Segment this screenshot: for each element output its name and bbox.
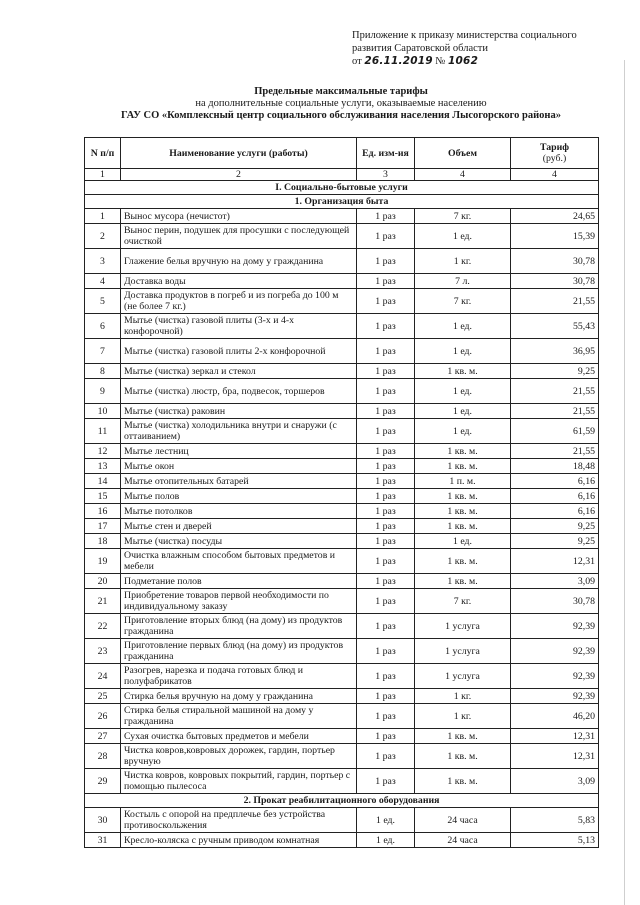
row-number-cell: 6 [85, 314, 121, 339]
volume-cell: 1 кв. м. [415, 574, 511, 589]
volume-cell: 1 кв. м. [415, 489, 511, 504]
service-name-cell: Мытье отопительных батарей [121, 474, 357, 489]
volume-cell: 1 кв. м. [415, 744, 511, 769]
section-title: I. Социально-бытовые услуги [85, 181, 599, 195]
table-row [85, 833, 599, 848]
volume-cell: 1 ед. [415, 314, 511, 339]
unit-cell: 1 раз [357, 704, 415, 729]
service-name-cell: Глажение белья вручную на дому у гражданина [121, 249, 357, 274]
tariff-cell: 21,55 [511, 379, 599, 404]
service-name-cell: Мытье (чистка) холодильника внутри и снаружи (с оттаиванием) [121, 419, 357, 444]
volume-cell: 1 ед. [415, 339, 511, 364]
tariff-cell: 9,25 [511, 534, 599, 549]
unit-cell: 1 раз [357, 224, 415, 249]
table-row [85, 664, 599, 689]
unit-cell: 1 раз [357, 689, 415, 704]
volume-cell: 1 кв. м. [415, 459, 511, 474]
table-row [85, 534, 599, 549]
appendix-line-2: развития Саратовской области [352, 43, 489, 54]
header-name: Наименование услуги (работы) [121, 138, 357, 169]
title-line-2: на дополнительные социальные услуги, оказываемые населению [195, 98, 487, 109]
unit-cell: 1 раз [357, 419, 415, 444]
table-row [85, 504, 599, 519]
service-name-cell: Чистка ковров,ковровых дорожек, гардин, портьер вручную [121, 744, 357, 769]
table-header-row [85, 138, 599, 169]
table-row [85, 289, 599, 314]
table-row [85, 444, 599, 459]
row-number-cell: 2 [85, 224, 121, 249]
table-row [85, 589, 599, 614]
unit-cell: 1 раз [357, 589, 415, 614]
title-line-3: ГАУ СО «Комплексный центр социального обслуживания населения Лысогорского района» [121, 110, 561, 121]
table-row [85, 744, 599, 769]
unit-cell: 1 раз [357, 404, 415, 419]
handwritten-number: 1062 [448, 55, 479, 67]
row-number-cell: 23 [85, 639, 121, 664]
table-row [85, 689, 599, 704]
appendix-note [352, 29, 612, 68]
volume-cell: 24 часа [415, 808, 511, 833]
tariff-cell: 12,31 [511, 549, 599, 574]
table-row [85, 808, 599, 833]
row-number-cell: 30 [85, 808, 121, 833]
row-number-cell: 8 [85, 364, 121, 379]
row-number-cell: 1 [85, 209, 121, 224]
table-body [85, 169, 599, 848]
unit-cell: 1 раз [357, 489, 415, 504]
tariff-cell: 3,09 [511, 574, 599, 589]
row-number-cell: 22 [85, 614, 121, 639]
unit-cell: 1 ед. [357, 833, 415, 848]
table-row [85, 574, 599, 589]
unit-cell: 1 раз [357, 519, 415, 534]
row-number-cell: 12 [85, 444, 121, 459]
row-number-cell: 20 [85, 574, 121, 589]
unit-cell: 1 раз [357, 339, 415, 364]
scan-edge-line [624, 60, 625, 905]
service-name-cell: Сухая очистка бытовых предметов и мебели [121, 729, 357, 744]
service-name-cell: Мытье (чистка) газовой плиты 2-х конфорочной [121, 339, 357, 364]
unit-cell: 1 раз [357, 364, 415, 379]
row-number-cell: 17 [85, 519, 121, 534]
service-name-cell: Мытье (чистка) раковин [121, 404, 357, 419]
unit-cell: 1 раз [357, 504, 415, 519]
volume-cell: 7 кг. [415, 589, 511, 614]
unit-cell: 1 раз [357, 459, 415, 474]
row-number-cell: 4 [85, 274, 121, 289]
index-cell: 4 [415, 169, 511, 181]
tariff-cell: 15,39 [511, 224, 599, 249]
row-number-cell: 24 [85, 664, 121, 689]
tariff-cell: 18,48 [511, 459, 599, 474]
table-row [85, 729, 599, 744]
unit-cell: 1 раз [357, 474, 415, 489]
service-name-cell: Мытье (чистка) газовой плиты (3-х и 4-х конфорочной) [121, 314, 357, 339]
row-number-cell: 7 [85, 339, 121, 364]
table-row [85, 489, 599, 504]
volume-cell: 24 часа [415, 833, 511, 848]
volume-cell: 1 кв. м. [415, 769, 511, 794]
volume-cell: 7 кг. [415, 289, 511, 314]
service-name-cell: Мытье потолков [121, 504, 357, 519]
header-unit: Ед. изм-ия [357, 138, 415, 169]
table-row [85, 314, 599, 339]
service-name-cell: Приготовление первых блюд (на дому) из продуктов гражданина [121, 639, 357, 664]
unit-cell: 1 раз [357, 444, 415, 459]
unit-cell: 1 раз [357, 614, 415, 639]
subsection-row [85, 794, 599, 808]
column-index-row [85, 169, 599, 181]
subsection-title: 2. Прокат реабилитационного оборудования [85, 794, 599, 808]
table-row [85, 549, 599, 574]
row-number-cell: 21 [85, 589, 121, 614]
service-name-cell: Мытье (чистка) посуды [121, 534, 357, 549]
table-row [85, 769, 599, 794]
table-row [85, 224, 599, 249]
tariff-cell: 30,78 [511, 589, 599, 614]
row-number-cell: 15 [85, 489, 121, 504]
tariff-cell: 24,65 [511, 209, 599, 224]
service-name-cell: Очистка влажным способом бытовых предметов и мебели [121, 549, 357, 574]
row-number-cell: 26 [85, 704, 121, 729]
service-name-cell: Доставка продуктов в погреб и из погреба до 100 м (не более 7 кг.) [121, 289, 357, 314]
tariff-cell: 21,55 [511, 404, 599, 419]
table-row [85, 419, 599, 444]
table-row [85, 274, 599, 289]
tariff-cell: 21,55 [511, 289, 599, 314]
volume-cell: 1 кв. м. [415, 444, 511, 459]
tariff-cell: 5,13 [511, 833, 599, 848]
title-line-1: Предельные максимальные тарифы [254, 86, 428, 97]
unit-cell: 1 раз [357, 274, 415, 289]
number-sign: № [435, 56, 446, 67]
tariff-cell: 30,78 [511, 249, 599, 274]
unit-cell: 1 раз [357, 289, 415, 314]
row-number-cell: 10 [85, 404, 121, 419]
tariff-cell: 6,16 [511, 489, 599, 504]
appendix-from-label: от [352, 56, 362, 67]
volume-cell: 1 ед. [415, 534, 511, 549]
tariff-cell: 9,25 [511, 364, 599, 379]
service-name-cell: Приобретение товаров первой необходимости по индивидуальному заказу [121, 589, 357, 614]
tariff-cell: 12,31 [511, 729, 599, 744]
header-num: N п/п [85, 138, 121, 169]
service-name-cell: Мытье полов [121, 489, 357, 504]
header-tariff [511, 138, 599, 169]
tariff-cell: 92,39 [511, 689, 599, 704]
volume-cell: 1 кв. м. [415, 729, 511, 744]
unit-cell: 1 раз [357, 549, 415, 574]
header-tariff-unit: (руб.) [542, 153, 567, 164]
row-number-cell: 18 [85, 534, 121, 549]
volume-cell: 1 услуга [415, 614, 511, 639]
table-row [85, 364, 599, 379]
service-name-cell: Костыль с опорой на предплечье без устройства противоскольжения [121, 808, 357, 833]
service-name-cell: Мытье (чистка) зеркал и стекол [121, 364, 357, 379]
volume-cell: 1 ед. [415, 404, 511, 419]
unit-cell: 1 раз [357, 249, 415, 274]
service-name-cell: Мытье лестниц [121, 444, 357, 459]
table-row [85, 209, 599, 224]
tariff-cell: 9,25 [511, 519, 599, 534]
volume-cell: 1 кв. м. [415, 519, 511, 534]
table-row [85, 639, 599, 664]
volume-cell: 1 кг. [415, 704, 511, 729]
document-title [80, 86, 602, 122]
service-name-cell: Мытье стен и дверей [121, 519, 357, 534]
volume-cell: 1 п. м. [415, 474, 511, 489]
table-row [85, 404, 599, 419]
row-number-cell: 28 [85, 744, 121, 769]
unit-cell: 1 раз [357, 744, 415, 769]
unit-cell: 1 раз [357, 209, 415, 224]
service-name-cell: Стирка белья вручную на дому у гражданина [121, 689, 357, 704]
row-number-cell: 16 [85, 504, 121, 519]
row-number-cell: 31 [85, 833, 121, 848]
volume-cell: 1 ед. [415, 419, 511, 444]
volume-cell: 1 кг. [415, 689, 511, 704]
tariff-cell: 3,09 [511, 769, 599, 794]
row-number-cell: 27 [85, 729, 121, 744]
service-name-cell: Мытье окон [121, 459, 357, 474]
tariff-cell: 55,43 [511, 314, 599, 339]
row-number-cell: 25 [85, 689, 121, 704]
volume-cell: 1 кв. м. [415, 364, 511, 379]
index-cell: 1 [85, 169, 121, 181]
row-number-cell: 14 [85, 474, 121, 489]
service-name-cell: Вынос перин, подушек для просушки с последующей очисткой [121, 224, 357, 249]
tariff-cell: 92,39 [511, 664, 599, 689]
appendix-date-line [352, 55, 612, 68]
tariffs-table [84, 137, 599, 848]
index-cell: 2 [121, 169, 357, 181]
tariff-cell: 46,20 [511, 704, 599, 729]
tariff-cell: 61,59 [511, 419, 599, 444]
row-number-cell: 19 [85, 549, 121, 574]
unit-cell: 1 раз [357, 534, 415, 549]
row-number-cell: 11 [85, 419, 121, 444]
section-row [85, 181, 599, 195]
volume-cell: 1 ед. [415, 379, 511, 404]
volume-cell: 7 л. [415, 274, 511, 289]
appendix-line-1: Приложение к приказу министерства социального [352, 30, 577, 41]
table-row [85, 379, 599, 404]
service-name-cell: Кресло-коляска с ручным приводом комнатная [121, 833, 357, 848]
row-number-cell: 5 [85, 289, 121, 314]
tariff-cell: 30,78 [511, 274, 599, 289]
tariff-cell: 21,55 [511, 444, 599, 459]
table-row [85, 519, 599, 534]
row-number-cell: 9 [85, 379, 121, 404]
unit-cell: 1 раз [357, 574, 415, 589]
unit-cell: 1 раз [357, 639, 415, 664]
tariff-cell: 12,31 [511, 744, 599, 769]
service-name-cell: Мытье (чистка) люстр, бра, подвесок, торшеров [121, 379, 357, 404]
unit-cell: 1 раз [357, 314, 415, 339]
table-row [85, 459, 599, 474]
unit-cell: 1 раз [357, 769, 415, 794]
service-name-cell: Стирка белья стиральной машиной на дому у гражданина [121, 704, 357, 729]
subsection-row [85, 195, 599, 209]
row-number-cell: 3 [85, 249, 121, 274]
unit-cell: 1 ед. [357, 808, 415, 833]
volume-cell: 1 кв. м. [415, 504, 511, 519]
unit-cell: 1 раз [357, 664, 415, 689]
service-name-cell: Разогрев, нарезка и подача готовых блюд и полуфабрикатов [121, 664, 357, 689]
tariff-cell: 92,39 [511, 614, 599, 639]
header-volume: Объем [415, 138, 511, 169]
volume-cell: 1 ед. [415, 224, 511, 249]
tariff-cell: 6,16 [511, 474, 599, 489]
unit-cell: 1 раз [357, 729, 415, 744]
table-row [85, 474, 599, 489]
service-name-cell: Чистка ковров, ковровых покрытий, гардин, портьер с помощью пылесоса [121, 769, 357, 794]
volume-cell: 1 кг. [415, 249, 511, 274]
tariff-cell: 92,39 [511, 639, 599, 664]
tariff-cell: 36,95 [511, 339, 599, 364]
tariff-cell: 6,16 [511, 504, 599, 519]
row-number-cell: 13 [85, 459, 121, 474]
volume-cell: 1 услуга [415, 664, 511, 689]
header-tariff-title: Тариф [539, 142, 570, 153]
table-row [85, 249, 599, 274]
table-row [85, 704, 599, 729]
unit-cell: 1 раз [357, 379, 415, 404]
service-name-cell: Подметание полов [121, 574, 357, 589]
index-cell: 3 [357, 169, 415, 181]
index-cell: 4 [511, 169, 599, 181]
volume-cell: 1 кв. м. [415, 549, 511, 574]
service-name-cell: Вынос мусора (нечистот) [121, 209, 357, 224]
row-number-cell: 29 [85, 769, 121, 794]
tariff-cell: 5,83 [511, 808, 599, 833]
service-name-cell: Приготовление вторых блюд (на дому) из продуктов гражданина [121, 614, 357, 639]
volume-cell: 1 услуга [415, 639, 511, 664]
handwritten-date: 26.11.2019 [364, 55, 433, 67]
service-name-cell: Доставка воды [121, 274, 357, 289]
table-row [85, 339, 599, 364]
table-row [85, 614, 599, 639]
volume-cell: 7 кг. [415, 209, 511, 224]
subsection-title: 1. Организация быта [85, 195, 599, 209]
